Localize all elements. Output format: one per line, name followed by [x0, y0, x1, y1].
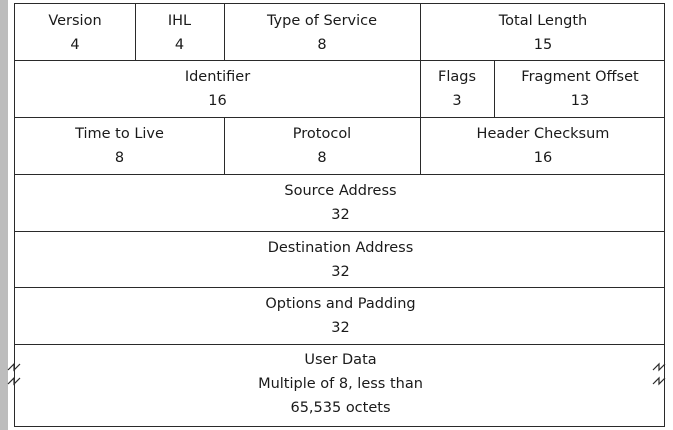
- field-label: Type of Service: [266, 13, 378, 29]
- field-label: Flags: [437, 69, 476, 85]
- field-bits: 13: [570, 93, 590, 109]
- field-ihl: [135, 4, 224, 60]
- field-bits: 8: [317, 150, 327, 166]
- ip-header-diagram: [14, 3, 665, 427]
- field-bits: 8: [317, 37, 327, 53]
- break-icon: [652, 358, 666, 394]
- field-bits: 32: [331, 320, 350, 336]
- field-label: IHL: [167, 13, 192, 29]
- field-bits: 32: [331, 207, 350, 223]
- field-time-to-live: [15, 117, 224, 174]
- field-bits: 16: [208, 93, 227, 109]
- field-label: Header Checksum: [476, 126, 610, 142]
- field-bits: 16: [533, 150, 553, 166]
- field-bits: 4: [70, 37, 80, 53]
- user-data-limit: 65,535 octets: [290, 400, 391, 416]
- field-user-data: [15, 344, 666, 428]
- field-label: Destination Address: [267, 240, 414, 256]
- field-total-length: [420, 4, 666, 60]
- field-label: Total Length: [498, 13, 588, 29]
- user-data-size: Multiple of 8, less than: [258, 376, 423, 392]
- user-data-label: User Data: [304, 352, 377, 368]
- field-label: Version: [48, 13, 102, 29]
- field-label: Options and Padding: [265, 296, 416, 312]
- field-label: Identifier: [184, 69, 251, 85]
- field-type-of-service: [224, 4, 420, 60]
- field-bits: 32: [331, 264, 350, 280]
- field-label: Fragment Offset: [521, 69, 639, 85]
- break-icon: [7, 358, 21, 394]
- field-destination-address: [15, 231, 666, 287]
- field-identifier: [15, 60, 420, 117]
- field-source-address: [15, 174, 666, 231]
- field-bits: 15: [533, 37, 553, 53]
- field-version: [15, 4, 135, 60]
- field-options-and-padding: [15, 287, 666, 344]
- field-label: Time to Live: [75, 126, 164, 142]
- field-bits: 3: [452, 93, 462, 109]
- field-label: Source Address: [284, 183, 397, 199]
- field-flags: [420, 60, 494, 117]
- field-label: Protocol: [292, 126, 352, 142]
- field-bits: 4: [174, 37, 185, 53]
- field-header-checksum: [420, 117, 666, 174]
- field-fragment-offset: [494, 60, 666, 117]
- field-protocol: [224, 117, 420, 174]
- field-bits: 8: [114, 150, 125, 166]
